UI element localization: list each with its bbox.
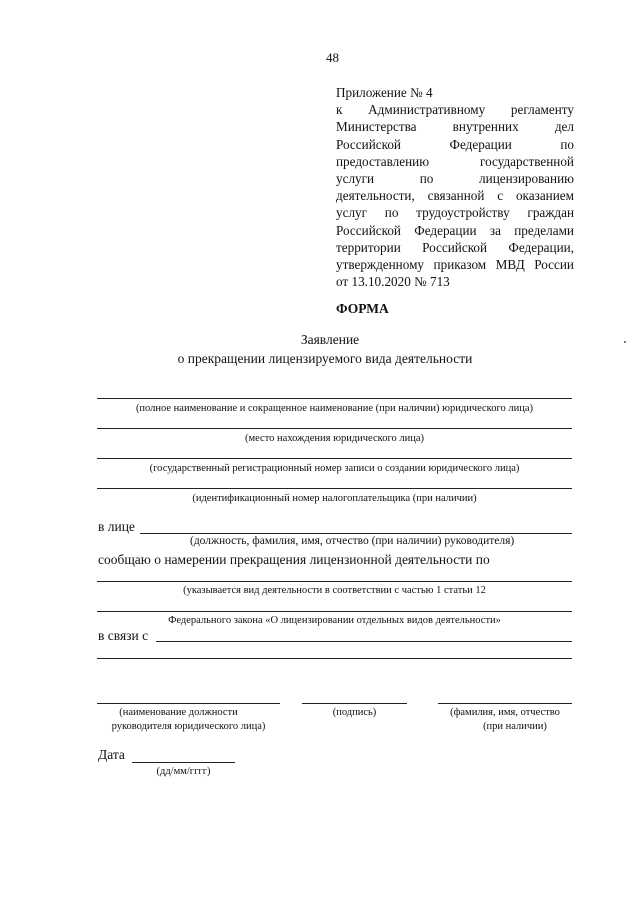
annex-last-line: от 13.10.2020 № 713 — [336, 274, 450, 290]
position-caption-1: (наименование должности — [119, 707, 238, 718]
location-caption: (место нахождения юридического лица) — [244, 433, 425, 444]
full-name-caption: (полное наименование и сокращенное наименование (при наличии) юридического лица) — [135, 403, 534, 414]
position-caption-2: руководителя юридического лица) — [111, 721, 266, 732]
annex-line: Российской Федерации за пределами — [336, 222, 574, 238]
reason-label: в связи с — [98, 628, 149, 643]
inn-caption: (идентификационный номер налогоплательщика (при наличии) — [192, 493, 477, 504]
form-label: ФОРМА — [336, 301, 389, 316]
annex-line: территории Российской Федерации, — [336, 239, 574, 255]
name-caption-1: (фамилия, имя, отчество — [450, 707, 560, 718]
annex-block — [336, 84, 574, 290]
notify-text: сообщаю о намерении прекращения лицензионной деятельности по — [98, 552, 490, 567]
document-title: Заявление — [300, 332, 360, 347]
scan-speck — [624, 341, 626, 343]
annex-line: услуг по трудоустройству граждан — [336, 205, 574, 221]
in-person-label: в лице — [98, 519, 135, 534]
reason-field-line[interactable] — [156, 641, 572, 642]
activity-field-line-2[interactable] — [97, 611, 572, 612]
document-subtitle: о прекращении лицензируемого вида деятельности — [177, 351, 473, 366]
date-label: Дата — [98, 747, 125, 762]
date-caption: (дд/мм/гггг) — [156, 766, 211, 777]
reg-number-field-line[interactable] — [97, 458, 572, 459]
reg-number-caption: (государственный регистрационный номер записи о создании юридического лица) — [149, 463, 520, 474]
activity-caption: (указывается вид деятельности в соответствии с частью 1 статьи 12 — [183, 585, 486, 596]
head-caption: (должность, фамилия, имя, отчество (при наличии) руководителя) — [190, 535, 515, 547]
name-field-line[interactable] — [438, 703, 572, 704]
head-field-line[interactable] — [140, 533, 572, 534]
annex-line: Министерства внутренних дел — [336, 119, 574, 135]
inn-field-line[interactable] — [97, 488, 572, 489]
annex-line: услуги по лицензированию — [336, 171, 574, 187]
reason-field-line-2[interactable] — [97, 658, 572, 659]
activity-field-line[interactable] — [97, 581, 572, 582]
date-field-line[interactable] — [132, 762, 235, 763]
signature-caption: (подпись) — [332, 707, 377, 718]
signature-field-line[interactable] — [302, 703, 407, 704]
annex-line: к Административному регламенту — [336, 102, 574, 118]
position-field-line[interactable] — [97, 703, 280, 704]
full-name-field-line[interactable] — [97, 398, 572, 399]
annex-line: деятельности, связанной с оказанием — [336, 188, 574, 204]
law-caption: Федерального закона «О лицензировании отдельных видов деятельности» — [168, 615, 501, 626]
name-caption-2: (при наличии) — [483, 721, 547, 732]
annex-title: Приложение № 4 — [336, 85, 433, 100]
location-field-line[interactable] — [97, 428, 572, 429]
annex-line: утвержденному приказом МВД России — [336, 257, 574, 273]
annex-line: Российской Федерации по — [336, 136, 574, 152]
annex-line: предоставлению государственной — [336, 153, 574, 169]
page-number: 48 — [326, 50, 339, 65]
